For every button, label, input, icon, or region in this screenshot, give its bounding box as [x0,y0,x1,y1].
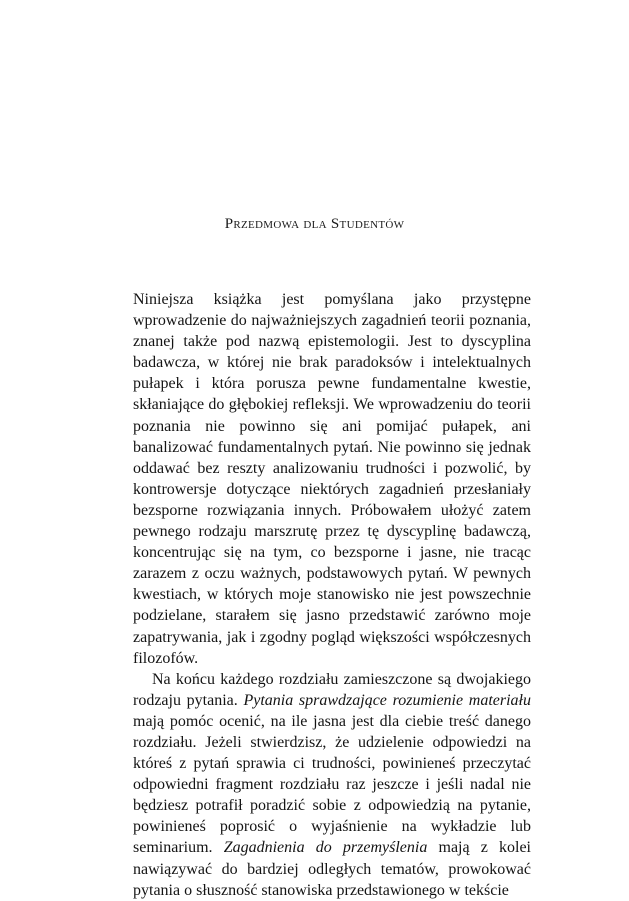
text-segment: Na końcu każdego rozdziału zamieszczone są dwojakiego rodzaju pytania. [133,670,531,709]
text-segment: mają z kolei nawiązywać do bardziej odległych tematów, prowokować pytania o słuszność stanowiska przedstawionego w tekście [133,839,531,899]
paragraph [133,669,531,901]
text-segment: Niniejsza książka jest pomyślana jako przystępne wprowadzenie do najważniejszych zagadnień teorii poznania, znanej także pod nazwą epistemologii. Jest to dyscyplina badawcza, w której nie brak paradoksów i intelektualnych pułapek i która porusza pewne fundamentalne kwestie, skłaniające do głębokiej refleksji. We wprowadzeniu do teorii poznania nie powinno się ani pomijać pułapek, ani banalizować fundamentalnych pytań. Nie powinno się jednak oddawać bez reszty analizowaniu trudności i pozwolić, by kontrowersje dotyczące niektórych zagadnień przesłaniały bezsporne rozwiązania innych. Próbowałem ułożyć zatem pewnego rodzaju marszrutę przez tę dyscyplinę badawczą, koncentrując się na tym, co bezsporne i jasne, nie tracąc zarazem z oczu ważnych, podstawowych pytań. W pewnych kwestiach, w których moje stanowisko nie jest powszechnie podzielane, starałem się jasno przedstawić zarówno moje zapatrywania, jak i zgodny pogląd większości współczesnych filozofów. [133,291,531,667]
text-segment: mają pomóc ocenić, na ile jasna jest dla ciebie treść danego rozdziału. Jeżeli stwierdzisz, że udzielenie odpowiedzi na któreś z pytań sprawia ci trudności, powinieneś przeczytać odpowiedni fragment rozdziału raz jeszcze i jeśli nadal nie będziesz potrafił poradzić sobie z odpowiedzią na pytanie, powinieneś poprosić o wyjaśnienie na wykładzie lub seminarium. [133,712,531,857]
italic-heading-text: Pytania sprawdzające rozumienie materiału [243,691,531,709]
italic-heading-text: Zagadnienia do przemyślenia [223,839,428,857]
paragraph [133,289,531,669]
page-title: Przedmowa dla Studentów [224,216,405,232]
body-text [133,289,531,901]
